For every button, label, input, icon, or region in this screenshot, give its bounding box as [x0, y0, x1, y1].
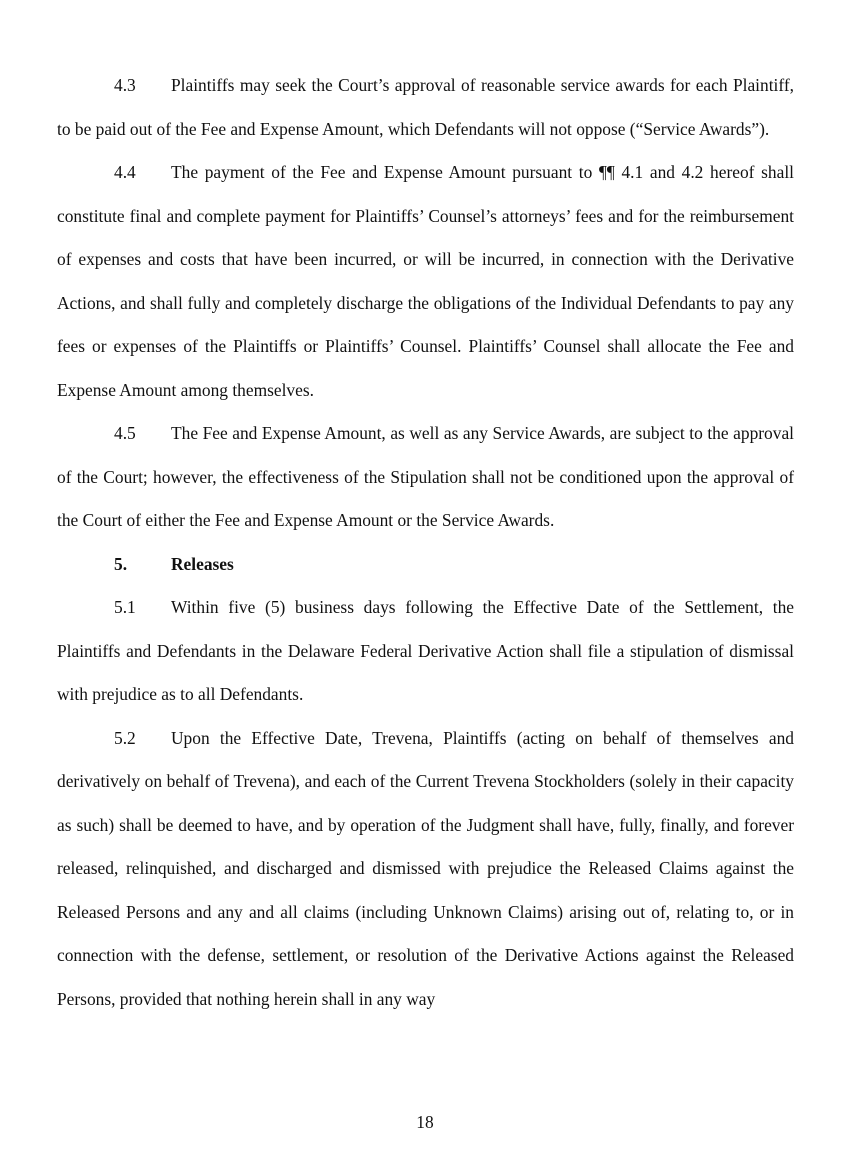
paragraph-4-3: [57, 64, 794, 151]
paragraph-number: 4.3: [114, 75, 136, 95]
paragraph-number: 5.2: [114, 727, 136, 748]
paragraph-5-1: [57, 586, 794, 717]
paragraph-text: Plaintiffs may seek the Court’s approval of reasonable service awards for each Plaintiff, to be paid out of the Fee and Expense Amount, which Defendants will not oppose (“Service Awards”).: [57, 75, 794, 139]
document-body: [57, 64, 794, 1021]
paragraph-number: 4.5: [114, 423, 136, 443]
section-heading: [57, 543, 794, 587]
paragraph-text: The Fee and Expense Amount, as well as any Service Awards, are subject to the approval of the Court; however, the effectiveness of the Stipulation shall not be conditioned upon the approval of the Court of either the Fee and Expense Amount or the Service Awards.: [57, 423, 794, 530]
paragraph-number: 4.4: [114, 162, 136, 182]
paragraph-5-2: [57, 717, 794, 1022]
page-number: 18: [416, 1112, 434, 1132]
section-number: 5.: [114, 553, 128, 574]
paragraph-4-4: [57, 151, 794, 412]
paragraph-text: Within five (5) business days following the Effective Date of the Settlement, the Plaintiffs and Defendants in the Delaware Federal Derivative Action shall file a stipulation of dismissal with prejudice as to all Defendants.: [57, 597, 794, 704]
paragraph-4-5: [57, 412, 794, 543]
paragraph-text: Upon the Effective Date, Trevena, Plaintiffs (acting on behalf of themselves and derivatively on behalf of Trevena), and each of the Current Trevena Stockholders (solely in their capacity as such) shall be deemed to have, and by operation of the Judgment shall have, fully, finally, and forever released, relinquished, and discharged and dismissed with prejudice the Released Claims against the Released Persons and any and all claims (including Unknown Claims) arising out of, relating to, or in connection with the defense, settlement, or resolution of the Derivative Actions against the Released Persons, provided that nothing herein shall in any way: [57, 727, 794, 1009]
paragraph-number: 5.1: [114, 597, 136, 617]
paragraph-text: The payment of the Fee and Expense Amount pursuant to ¶¶ 4.1 and 4.2 hereof shall constitute final and complete payment for Plaintiffs’ Counsel’s attorneys’ fees and for the reimbursement of expenses and costs that have been incurred, or will be incurred, in connection with the Derivative Actions, and shall fully and completely discharge the obligations of the Individual Defendants to pay any fees or expenses of the Plaintiffs or Plaintiffs’ Counsel. Plaintiffs’ Counsel shall allocate the Fee and Expense Amount among themselves.: [57, 162, 794, 400]
section-title: Releases: [171, 553, 234, 574]
